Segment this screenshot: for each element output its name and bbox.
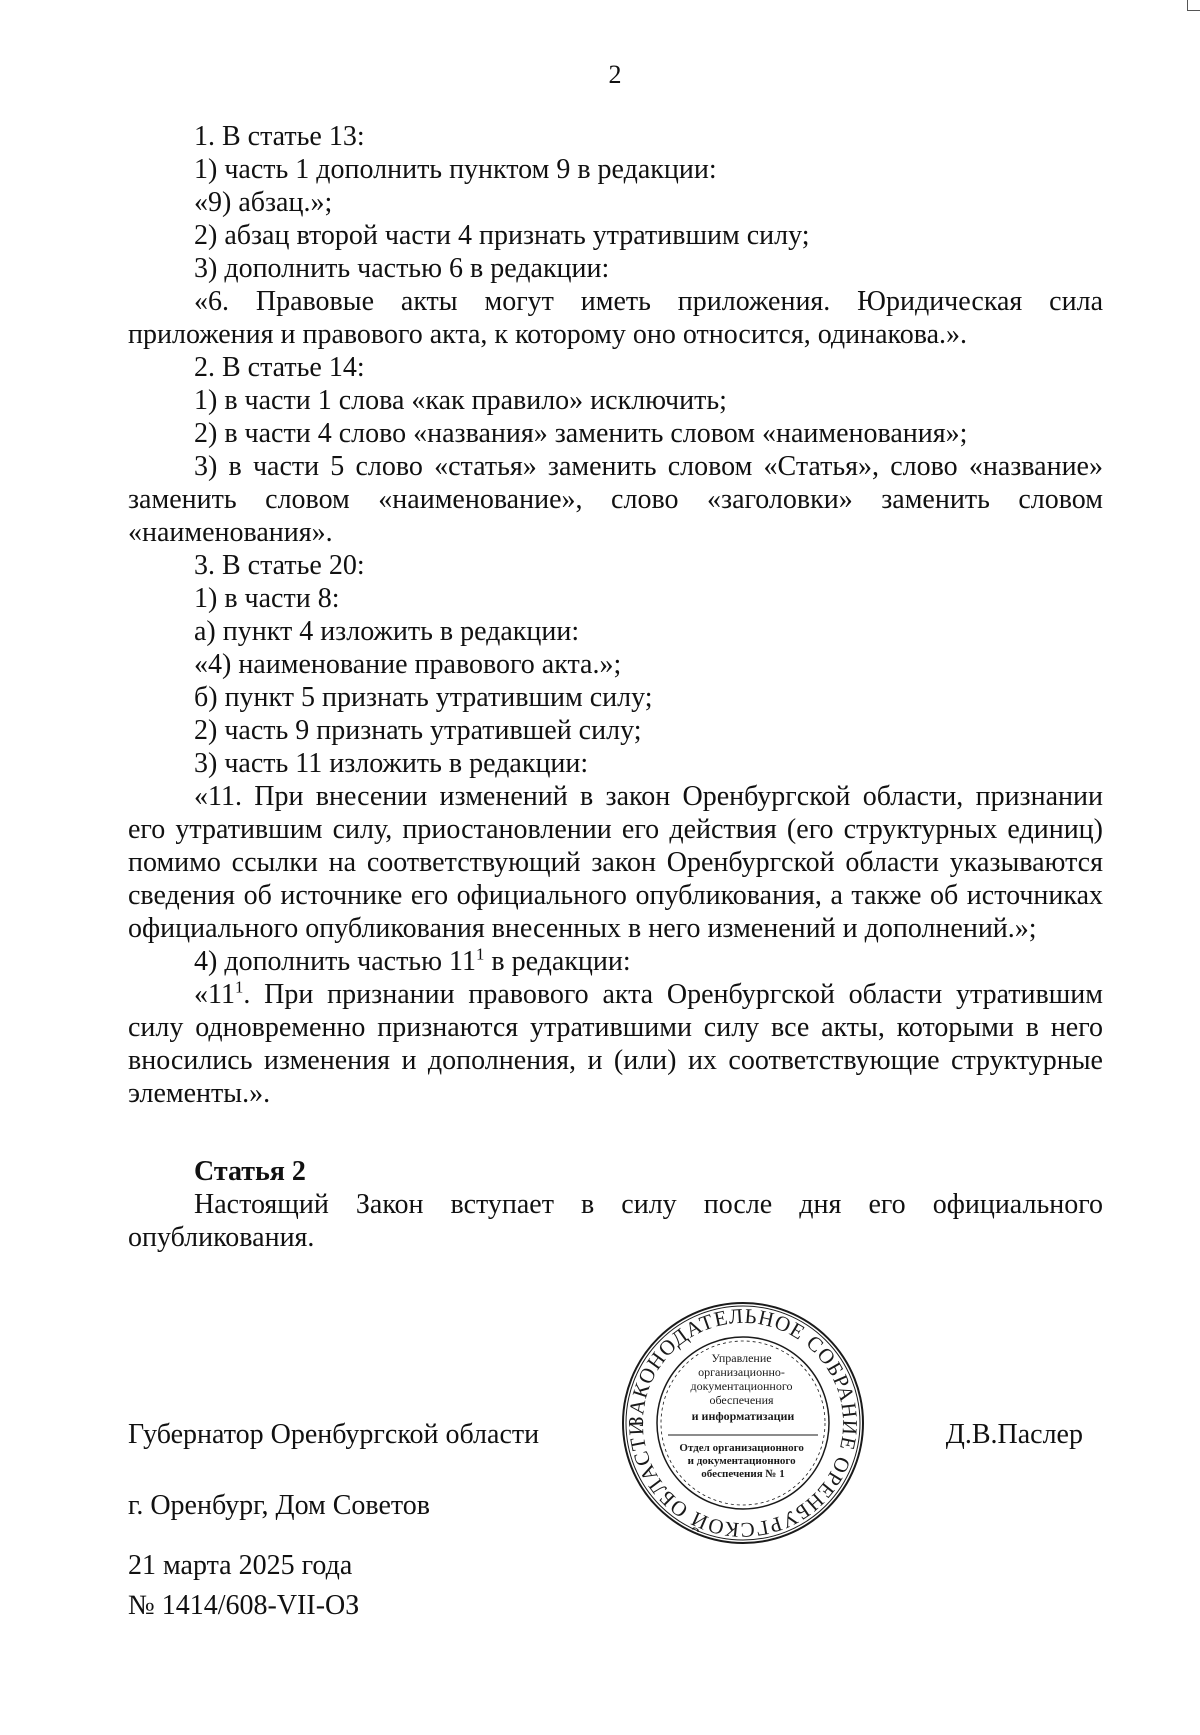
svg-text:Управление организационн [691,1351,796,1423]
paragraph: 1) в части 1 слова «как правило» исключить; [194,385,727,416]
paragraph: 3) часть 11 изложить в редакции: [194,748,589,779]
seal-inner-line: Управление [711,1351,772,1365]
paragraph: 2) часть 9 признать утратившей силу; [194,715,642,746]
seal-sub-line: Отдел организационного [679,1442,804,1454]
signing-date: 21 марта 2025 года [128,1550,353,1581]
paragraph: «6. Правовые акты могут иметь приложения. Юридическая сила приложения и правового акта, к которому оно относится, одинакова.». [128,286,1103,350]
seal-inner-line: и информатизации [691,1409,795,1423]
seal-graphic [620,1300,866,1546]
paragraph: 3) в части 5 слово «статья» заменить словом «Статья», слово «название» заменить словом «наименование», слово «заголовки» заменить словом «наименования». [128,451,1103,548]
amendments-text [128,120,1103,1110]
paragraph: 1. В статье 13: [194,121,365,152]
text-fragment: в редакции: [484,946,631,977]
paragraph: 2) абзац второй части 4 признать утратившим силу; [194,220,810,251]
text-fragment: «11 [194,979,235,1010]
official-seal-stamp [620,1300,866,1546]
article-2-heading: Статья 2 [194,1156,306,1187]
seal-inner-line: организационно- [698,1365,785,1379]
seal-sub-line: обеспечения № 1 [701,1468,785,1480]
page-number: 2 [608,60,622,89]
paragraph: а) пункт 4 изложить в редакции: [194,616,580,647]
text-fragment: 4) дополнить частью 11 [194,946,476,977]
paragraph: Настоящий Закон вступает в силу после дня его официального опубликования. [128,1189,1103,1253]
seal-inner-line: документационного [690,1379,793,1393]
svg-text:Отдел организационного и [679,1442,806,1480]
paragraph: б) пункт 5 признать утратившим силу; [194,682,653,713]
article-2-text [128,1188,1103,1254]
seal-ring-text: ЗАКОНОДАТЕЛЬНОЕ СОБРАНИЕ ОРЕНБУРГСКОЙ ОБЛАСТИ [623,1303,863,1543]
seal-inner-line: обеспечения [709,1393,774,1407]
paragraph: «9) абзац.»; [194,187,333,218]
paragraph-part-4 [128,945,1103,978]
paragraph: 3. В статье 20: [194,550,365,581]
superscript: 1 [234,977,244,997]
governor-title: Губернатор Оренбургской области [128,1419,540,1450]
paragraph: 2. В статье 14: [194,352,365,383]
text-fragment: . При признании правового акта Оренбургской области утратившим силу одновременно признаются утратившими силу все акты, которыми в него вносились изменения и дополнения, и (или) их соответствующие структурные элементы.». [128,979,1103,1109]
superscript: 1 [475,944,485,964]
page-corner-mark [1187,0,1200,11]
governor-name: Д.В.Паслер [945,1419,1083,1450]
paragraph: «11. При внесении изменений в закон Оренбургской области, признании его утратившим силу, приостановлении его действия (его структурных единиц) помимо ссылки на соответствующий закон Оренбургской области указываются сведения об источнике его официального опубликования, а также об источниках официального опубликования внесенных в него изменений и дополнений.»; [128,781,1103,944]
seal-sub-line: и документационного [687,1455,796,1467]
paragraph: «4) наименование правового акта.»; [194,649,622,680]
paragraph: 3) дополнить частью 6 в редакции: [194,253,610,284]
paragraph: 1) в части 8: [194,583,340,614]
paragraph: 2) в части 4 слово «названия» заменить словом «наименования»; [194,418,968,449]
paragraph-quote-11-1 [128,978,1103,1110]
place-of-signing: г. Оренбург, Дом Советов [128,1490,430,1521]
paragraph: 1) часть 1 дополнить пунктом 9 в редакции: [194,154,717,185]
law-number: № 1414/608-VII-ОЗ [128,1590,360,1621]
